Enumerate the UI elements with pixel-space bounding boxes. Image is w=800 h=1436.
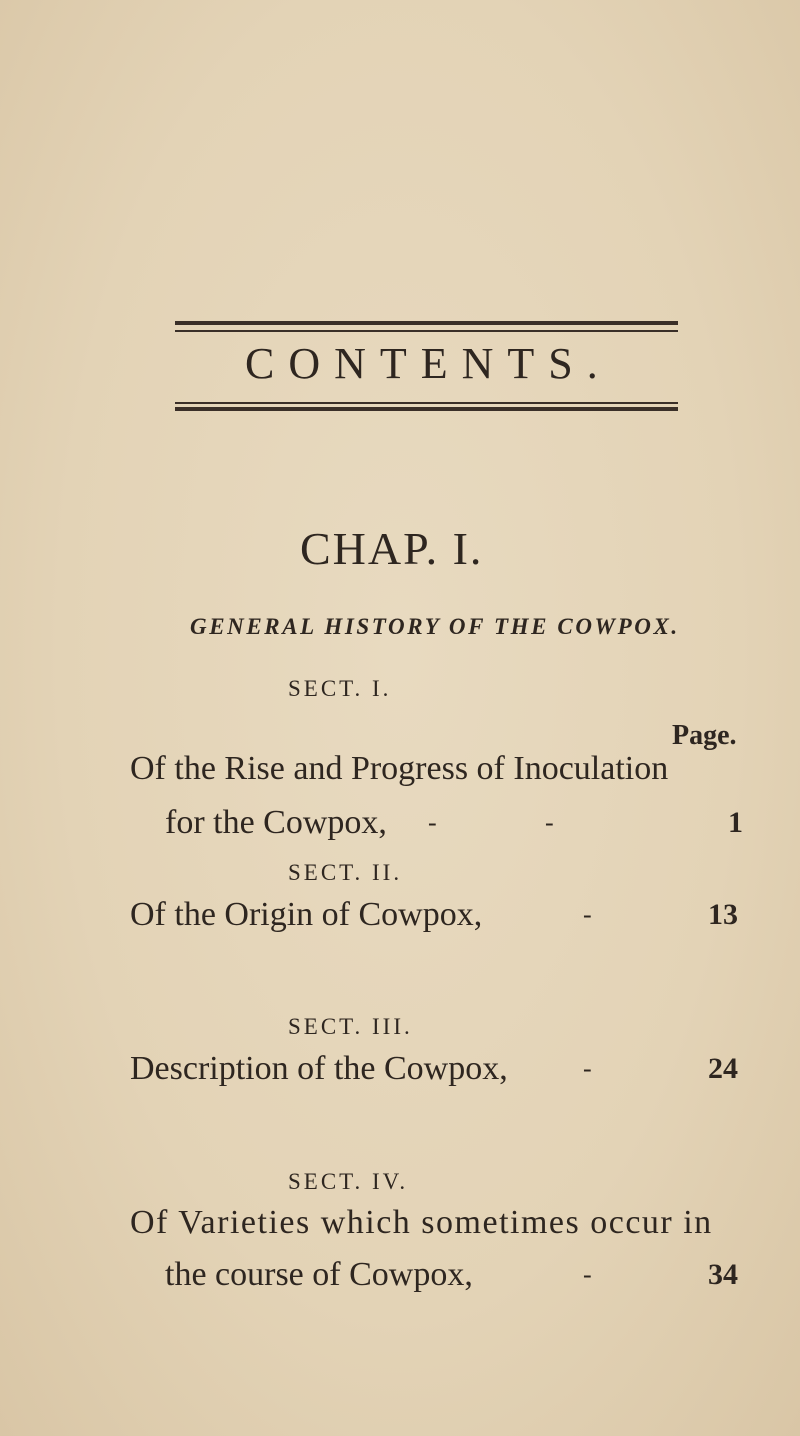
page-number: 13 (708, 898, 738, 931)
page-number: 1 (728, 806, 743, 839)
page-title: CONTENTS. (245, 339, 612, 388)
top-thin-rule (175, 330, 678, 332)
page-column-heading: Page. (672, 720, 737, 751)
section-label: SECT. II. (288, 860, 403, 885)
leader-dash: - (583, 1054, 592, 1083)
chapter-label: CHAP. I. (300, 523, 484, 574)
section-label: SECT. I. (288, 676, 392, 701)
entry-line: Description of the Cowpox, (130, 1050, 508, 1087)
bottom-thick-rule (175, 407, 678, 411)
entry-line: Of the Origin of Cowpox, (130, 896, 483, 933)
entry-line: for the Cowpox, (165, 804, 387, 841)
bottom-thin-rule (175, 402, 678, 404)
page-number: 34 (708, 1258, 738, 1291)
page-number: 24 (708, 1052, 738, 1085)
section-label: SECT. III. (288, 1014, 413, 1039)
leader-dash: - (428, 808, 437, 837)
top-thick-rule (175, 321, 678, 325)
leader-dash: - (545, 808, 554, 837)
leader-dash: - (583, 1260, 592, 1289)
chapter-title: GENERAL HISTORY OF THE COWPOX. (190, 614, 680, 639)
section-label: SECT. IV. (288, 1169, 409, 1194)
leader-dash: - (583, 900, 592, 929)
entry-line: Of Varieties which sometimes occur in (130, 1204, 713, 1241)
entry-line: Of the Rise and Progress of Inoculation (130, 750, 669, 787)
entry-line: the course of Cowpox, (165, 1256, 473, 1293)
